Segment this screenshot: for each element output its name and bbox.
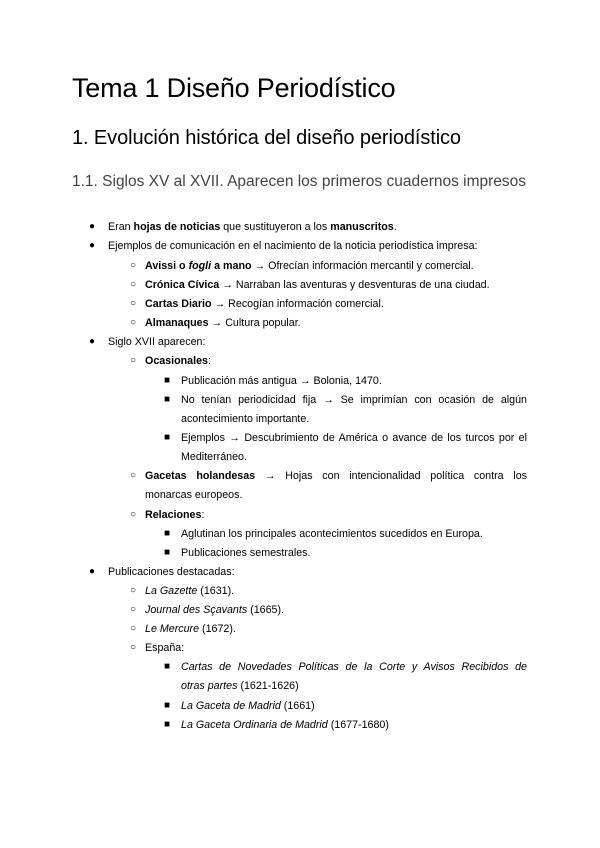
list-item-gacetas-cont: monarcas europeos. bbox=[145, 489, 243, 501]
bullet-disc: ● bbox=[88, 240, 96, 251]
list-item-no-tenian: No tenían periodicidad fija → Se imprimían con ocasión de algún bbox=[181, 394, 527, 406]
list-item-cartas-novedades: Cartas de Novedades Políticas de la Corte y Avisos Recibidos de bbox=[181, 661, 527, 673]
bullet-circle: ○ bbox=[129, 260, 137, 271]
list-item-cartas-novedades-cont: otras partes (1621-1626) bbox=[181, 680, 299, 692]
list-item-ocasionales: Ocasionales: bbox=[145, 355, 211, 367]
list-item-gacetas: Gacetas holandesas → Hojas con intencionalidad política contra los bbox=[145, 470, 527, 482]
bullet-square: ■ bbox=[163, 700, 171, 711]
bullet-circle: ○ bbox=[129, 642, 137, 653]
bullet-square: ■ bbox=[163, 432, 171, 443]
bullet-circle: ○ bbox=[129, 470, 137, 481]
list-item-semestrales: Publicaciones semestrales. bbox=[181, 547, 311, 559]
list-item-publicacion: Publicación más antigua → Bolonia, 1470. bbox=[181, 375, 382, 387]
list-item-avissi: Avissi o fogli a mano → Ofrecían información mercantil y comercial. bbox=[145, 260, 474, 272]
bullet-circle: ○ bbox=[129, 298, 137, 309]
bullet-square: ■ bbox=[163, 719, 171, 730]
list-item-destacadas: Publicaciones destacadas: bbox=[108, 566, 235, 578]
list-item-gaceta-madrid: La Gaceta de Madrid (1661) bbox=[181, 700, 315, 712]
bullet-disc: ● bbox=[88, 336, 96, 347]
list-item-cronica: Crónica Cívica → Narraban las aventuras y desventuras de una ciudad. bbox=[145, 279, 490, 291]
bullet-square: ■ bbox=[163, 528, 171, 539]
list-item-almanaques: Almanaques → Cultura popular. bbox=[145, 317, 301, 329]
list-item-ejemplos-desc-cont: Mediterráneo. bbox=[181, 451, 247, 463]
subsection-heading: 1.1. Siglos XV al XVII. Aparecen los primeros cuadernos impresos bbox=[72, 173, 527, 190]
list-item-ejemplos-desc: Ejemplos → Descubrimiento de América o avance de los turcos por el bbox=[181, 432, 527, 444]
bullet-circle: ○ bbox=[129, 604, 137, 615]
bullet-circle: ○ bbox=[129, 317, 137, 328]
bullet-circle: ○ bbox=[129, 585, 137, 596]
list-item-ejemplos: Ejemplos de comunicación en el nacimiento de la noticia periodística impresa: bbox=[108, 240, 478, 252]
section-heading: 1. Evolución histórica del diseño periodístico bbox=[72, 127, 461, 149]
list-item-journal: Journal des Sçavants (1665). bbox=[145, 604, 285, 616]
bullet-circle: ○ bbox=[129, 509, 137, 520]
bullet-disc: ● bbox=[88, 566, 96, 577]
bullet-circle: ○ bbox=[129, 355, 137, 366]
list-item-espana: España: bbox=[145, 642, 185, 654]
page-title: Tema 1 Diseño Periodístico bbox=[72, 73, 396, 103]
bullet-square: ■ bbox=[163, 394, 171, 405]
bullet-square: ■ bbox=[163, 547, 171, 558]
bullet-circle: ○ bbox=[129, 623, 137, 634]
list-item-cartas: Cartas Diario → Recogían información comercial. bbox=[145, 298, 384, 310]
bullet-circle: ○ bbox=[129, 279, 137, 290]
bullet-square: ■ bbox=[163, 661, 171, 672]
list-item-mercure: Le Mercure (1672). bbox=[145, 623, 236, 635]
list-item-aglutinan: Aglutinan los principales acontecimientos sucedidos en Europa. bbox=[181, 528, 483, 540]
bullet-square: ■ bbox=[163, 375, 171, 386]
list-item-gazette: La Gazette (1631). bbox=[145, 585, 235, 597]
bullet-disc: ● bbox=[88, 221, 96, 232]
list-item-no-tenian-cont: acontecimiento importante. bbox=[181, 413, 310, 425]
list-item-relaciones: Relaciones: bbox=[145, 509, 205, 521]
list-item-gaceta-ordinaria: La Gaceta Ordinaria de Madrid (1677-1680) bbox=[181, 719, 389, 731]
list-item-siglo: Siglo XVII aparecen: bbox=[108, 336, 206, 348]
list-item-eran: Eran hojas de noticias que sustituyeron a los manuscritos. bbox=[108, 221, 397, 233]
